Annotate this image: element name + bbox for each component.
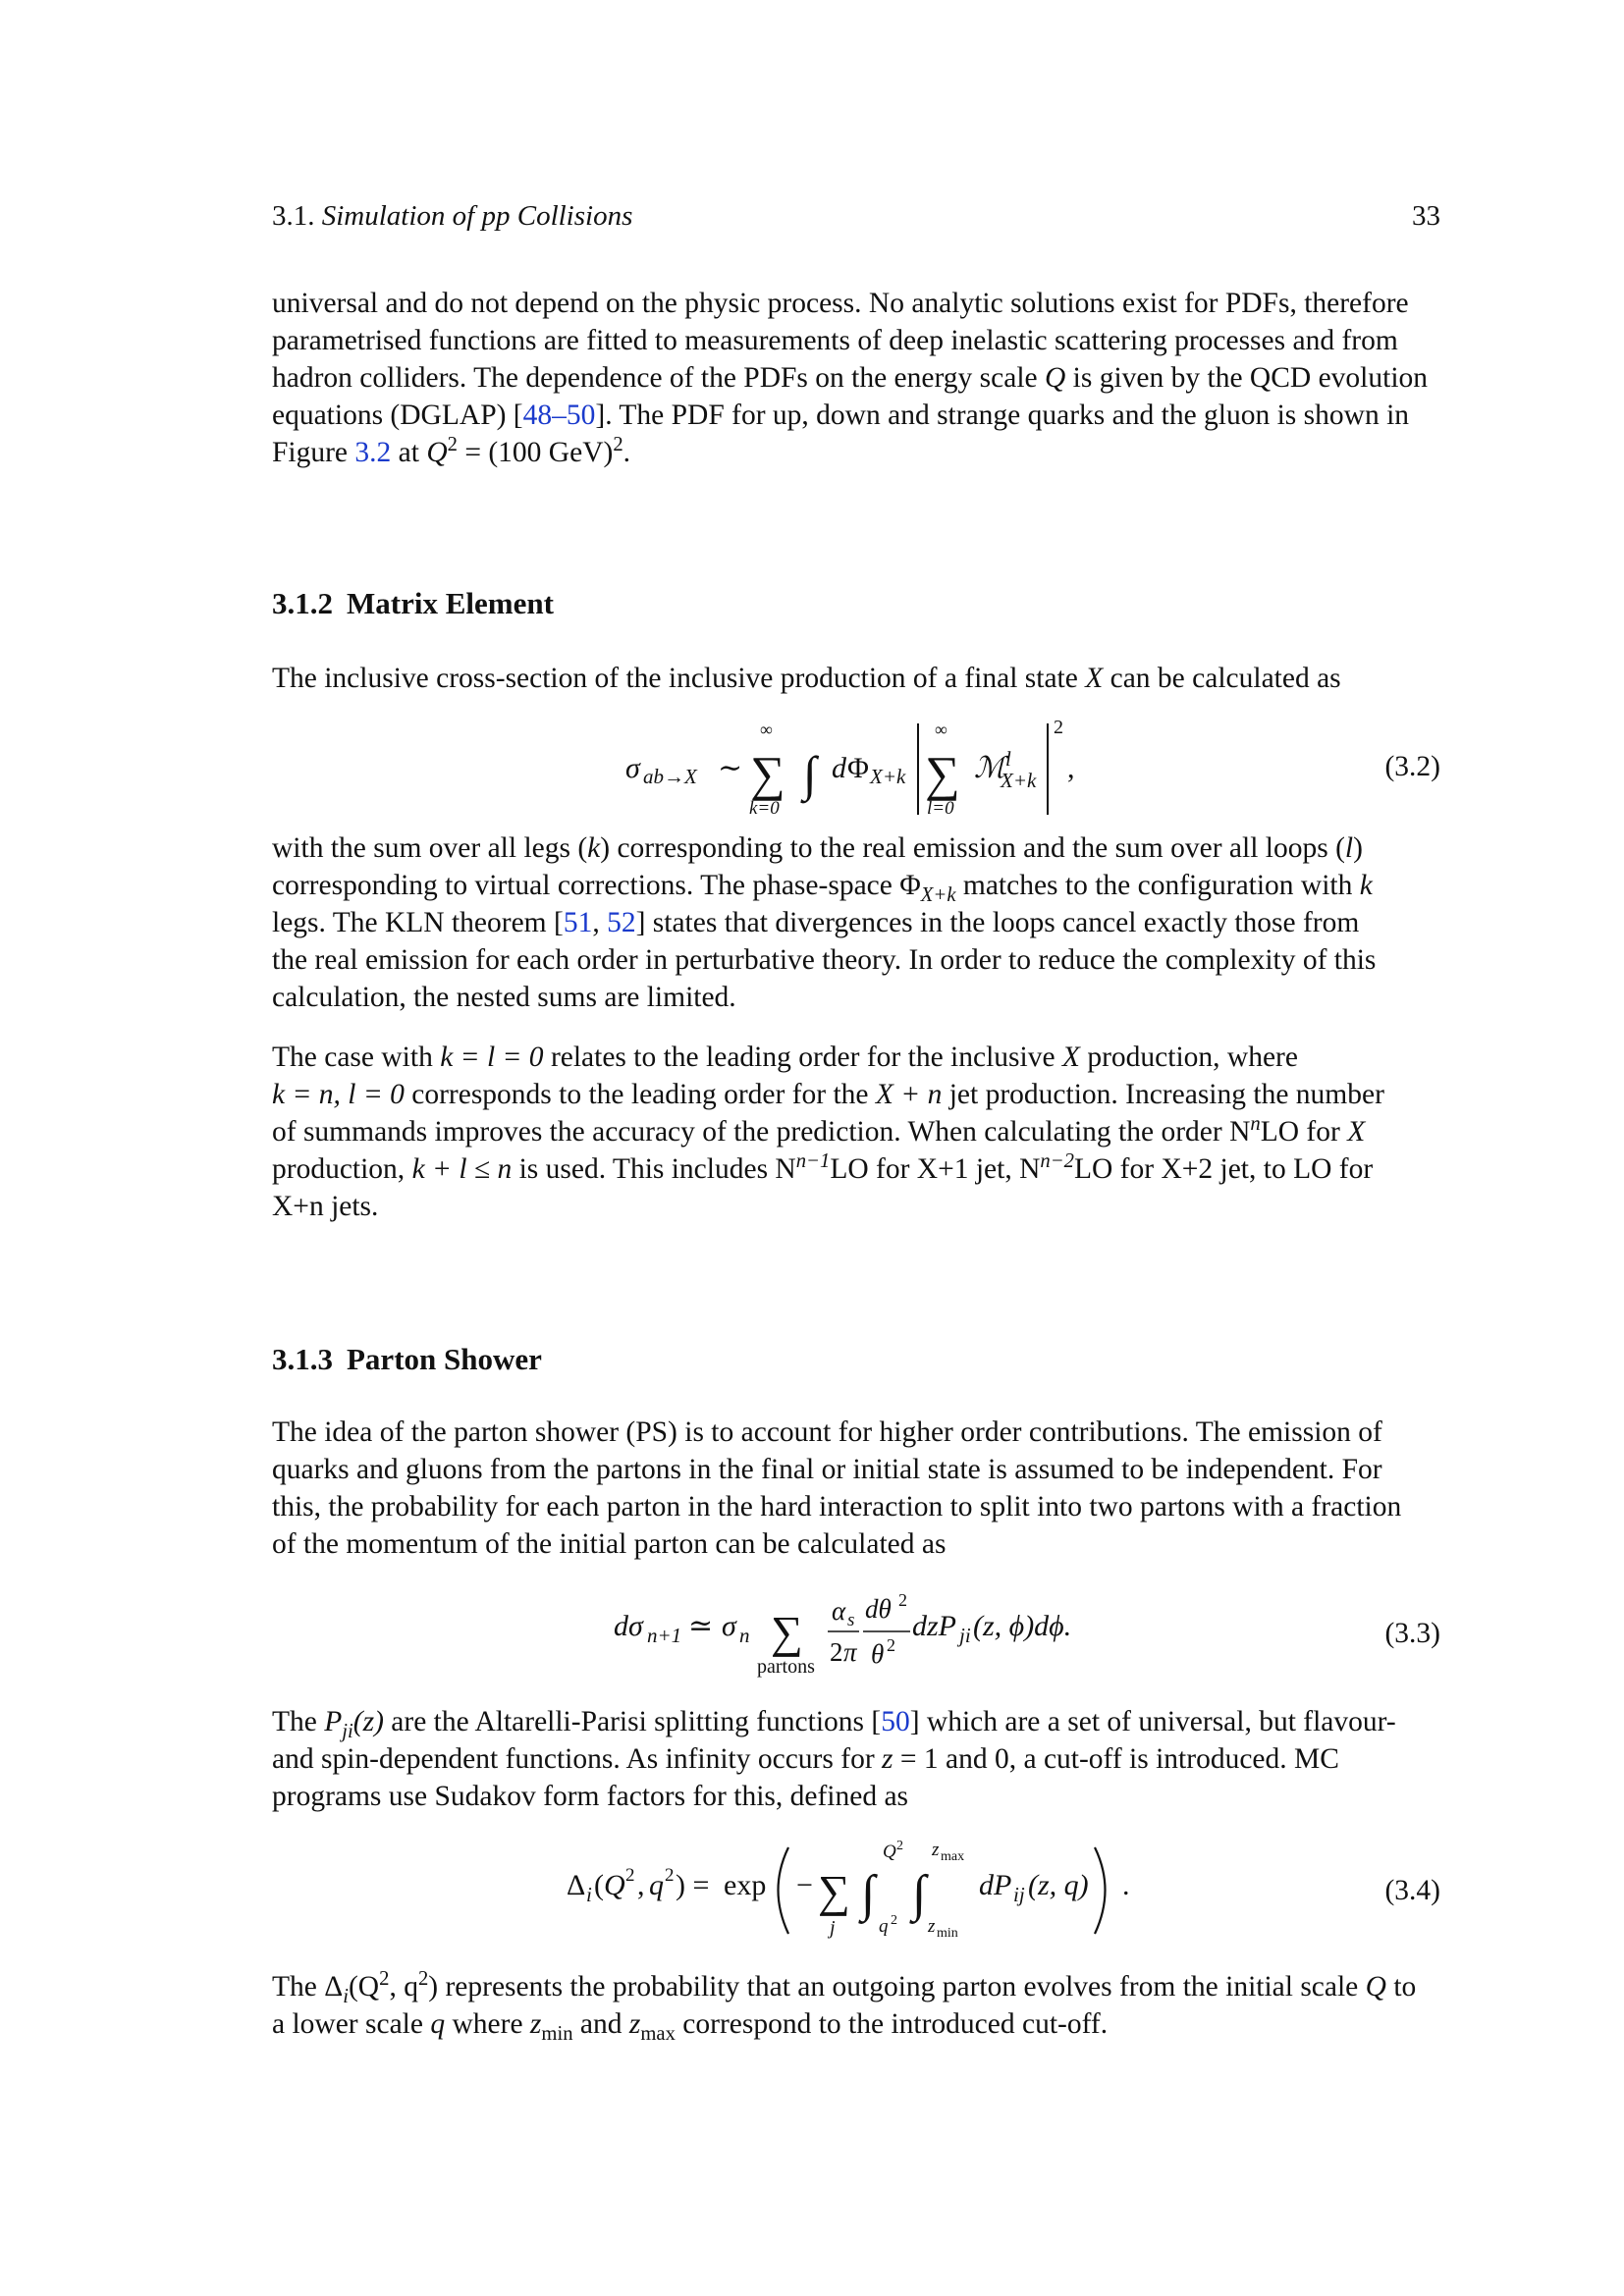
svg-text:∫: ∫ [803, 746, 817, 801]
text-line: with the sum over all legs (k) corresponding to the real emission and the sum over all loops (l) [272, 832, 1363, 864]
text-line: calculation, the nested sums are limited. [272, 982, 736, 1013]
paragraph-pdf-intro [272, 285, 1440, 471]
svg-text:(z, q): (z, q) [1028, 1869, 1089, 1901]
equation-3-2-formula [625, 712, 1175, 820]
text-line: production, k + l ≤ n is used. This includes $N^{n-1}LO$ for X+1 jet, $N^{n-2}LO$ for X+2 jet, to LO for [272, 1150, 1374, 1185]
equation-3-3-formula [614, 1580, 1164, 1679]
paragraph-legs-loops [272, 829, 1440, 1016]
svg-text:dP: dP [979, 1869, 1012, 1901]
svg-text:2: 2 [896, 1839, 903, 1853]
svg-text:j: j [830, 1917, 836, 1939]
svg-text:(z, ϕ)dϕ.: (z, ϕ)dϕ. [973, 1610, 1072, 1642]
svg-text:(: ( [594, 1869, 604, 1901]
svg-text:∫: ∫ [861, 1866, 876, 1922]
svg-text:l=0: l=0 [927, 798, 954, 819]
svg-text:∞: ∞ [760, 720, 773, 739]
svg-text:max: max [941, 1849, 965, 1864]
citation-link[interactable]: 48–50 [522, 400, 596, 431]
svg-text:π: π [843, 1637, 857, 1667]
text-line: the real emission for each order in perturbative theory. In order to reduce the complexity of this [272, 944, 1377, 976]
header-section-number: 3.1. [272, 200, 315, 232]
citation-link[interactable]: 52 [607, 907, 636, 938]
header-title: Simulation of pp Collisions [321, 200, 633, 232]
svg-text:d: d [832, 752, 846, 784]
text-line: The idea of the parton shower (PS) is to account for higher order contributions. The emission of [272, 1416, 1382, 1448]
text-line: programs use Sudakov form factors for this, defined as [272, 1781, 909, 1812]
svg-text:ji: ji [959, 1624, 971, 1647]
figure-reference-link[interactable]: 3.2 [354, 437, 392, 468]
svg-text:ℳ: ℳ [974, 752, 1006, 784]
text-line: a lower scale q where $z_{min}$ and $z_{max}$ correspond to the introduced cut-off. [272, 2008, 1109, 2045]
paragraph-parton-shower [272, 1414, 1440, 1563]
paragraph-leading-order [272, 1039, 1440, 1225]
paragraph-cross-section-intro: The inclusive cross-section of the inclusive production of a final state X can be calculated as [272, 663, 1341, 694]
text-line: this, the probability for each parton in the hard interaction to split into two partons with a fraction [272, 1491, 1402, 1522]
svg-text:θ: θ [871, 1639, 885, 1669]
svg-text:2: 2 [625, 1865, 635, 1886]
sum-label: partons [757, 1656, 815, 1678]
svg-text:α: α [832, 1596, 846, 1626]
svg-text:2: 2 [830, 1637, 843, 1667]
svg-text:2: 2 [891, 1913, 897, 1928]
svg-text:2: 2 [1054, 717, 1063, 738]
svg-text:2: 2 [898, 1590, 907, 1610]
svg-text:ab→X: ab→X [643, 765, 697, 788]
svg-text:Q: Q [604, 1869, 625, 1901]
svg-text:σ: σ [625, 752, 640, 784]
svg-text:∫: ∫ [912, 1866, 927, 1922]
text-line: corresponding to virtual corrections. The phase-space $\Phi_{X+k}$ matches to the configuration with k [272, 870, 1373, 906]
text-line: hadron colliders. The dependence of the PDFs on the energy scale Q is given by the QCD evolution [272, 362, 1429, 394]
svg-text:X+k: X+k [1001, 769, 1037, 792]
svg-text:∞: ∞ [935, 720, 947, 739]
text-line: k = n, l = 0 corresponds to the leading order for the X + n jet production. Increasing the number [272, 1079, 1384, 1110]
svg-text:,: , [637, 1869, 645, 1901]
citation-link[interactable]: 51 [563, 907, 593, 938]
svg-text:i: i [586, 1883, 592, 1906]
equation-3-4 [272, 1836, 1440, 1944]
svg-text:2: 2 [887, 1635, 895, 1655]
svg-text:∑: ∑ [818, 1866, 850, 1916]
svg-text:z: z [928, 1916, 936, 1937]
svg-text:∼: ∼ [718, 752, 743, 784]
text-line: X+n jets. [272, 1191, 379, 1222]
citation-link[interactable]: 50 [881, 1706, 910, 1737]
equation-number: (3.4) [1384, 1875, 1440, 1906]
svg-text:σ: σ [722, 1610, 736, 1642]
paragraph-sudakov [272, 1968, 1440, 2043]
text-line: The case with k = l = 0 relates to the leading order for the inclusive X production, where [272, 1041, 1298, 1073]
exp-function: exp [724, 1869, 767, 1901]
text-line: of summands improves the accuracy of the prediction. When calculating the order $N^nLO$ for X [272, 1113, 1366, 1148]
text-line: equations (DGLAP) [48–50]. The PDF for up, down and strange quarks and the gluon is shown in [272, 400, 1410, 431]
svg-text:∑: ∑ [750, 746, 785, 801]
running-header [272, 196, 1440, 236]
svg-text:∑: ∑ [771, 1607, 803, 1657]
svg-text:ij: ij [1013, 1883, 1025, 1906]
svg-text:q: q [879, 1916, 889, 1937]
equation-number: (3.3) [1384, 1618, 1440, 1649]
svg-text:Q: Q [883, 1842, 896, 1862]
section-heading-matrix-element: 3.1.2 Matrix Element [272, 586, 554, 620]
text-line: parametrised functions are fitted to measurements of deep inelastic scattering processes and from [272, 325, 1398, 356]
svg-text:s: s [847, 1610, 855, 1630]
svg-text:l: l [1005, 747, 1011, 771]
svg-text:n: n [739, 1624, 750, 1647]
equation-3-3 [272, 1580, 1440, 1679]
svg-text:∑: ∑ [925, 746, 960, 801]
svg-text:n+1: n+1 [647, 1624, 682, 1647]
equation-3-2 [272, 712, 1440, 820]
svg-text:Δ: Δ [567, 1869, 586, 1901]
text-line: Figure 3.2 at $Q^2 = (100$ GeV)$^2$. [272, 434, 631, 468]
svg-text:.: . [1122, 1869, 1130, 1901]
svg-text:X+k: X+k [870, 765, 906, 788]
svg-text:z: z [932, 1840, 940, 1860]
svg-text:,: , [1067, 752, 1075, 784]
svg-text:) =: ) = [676, 1869, 710, 1901]
equation-3-4-formula [567, 1836, 1175, 1944]
svg-text:dθ: dθ [865, 1594, 892, 1624]
paragraph-splitting-functions [272, 1703, 1440, 1815]
section-heading-parton-shower: 3.1.3 Parton Shower [272, 1342, 542, 1376]
page-number: 33 [1412, 200, 1440, 232]
text-line: of the momentum of the initial parton can be calculated as [272, 1528, 947, 1560]
svg-text:dσ: dσ [614, 1610, 643, 1642]
text-line: legs. The KLN theorem [51, 52] states that divergences in the loops cancel exactly those from [272, 907, 1360, 938]
equation-number: (3.2) [1384, 751, 1440, 782]
svg-text:2: 2 [665, 1865, 675, 1886]
text-line: universal and do not depend on the physic process. No analytic solutions exist for PDFs, therefore [272, 288, 1409, 319]
text-line: The $P_{ji}(z)$ are the Altarelli-Parisi splitting functions [50] which are a set of universal, but flavour- [272, 1706, 1396, 1742]
svg-text:k=0: k=0 [749, 798, 780, 819]
svg-text:Φ: Φ [847, 752, 869, 784]
svg-text:q: q [649, 1869, 664, 1901]
text-line: and spin-dependent functions. As infinity occurs for z = 1 and 0, a cut-off is introduced. MC [272, 1743, 1339, 1775]
svg-text:min: min [937, 1926, 958, 1941]
svg-text:dzP: dzP [912, 1610, 956, 1642]
text-line: quarks and gluons from the partons in the final or initial state is assumed to be independent. For [272, 1454, 1382, 1485]
svg-text:−: − [796, 1869, 813, 1901]
svg-text:≃: ≃ [688, 1610, 714, 1642]
text-line: The $\Delta_i(Q^2$, $q^2$) represents the probability that an outgoing parton evolves from the initial scale Q to [272, 1968, 1417, 2007]
